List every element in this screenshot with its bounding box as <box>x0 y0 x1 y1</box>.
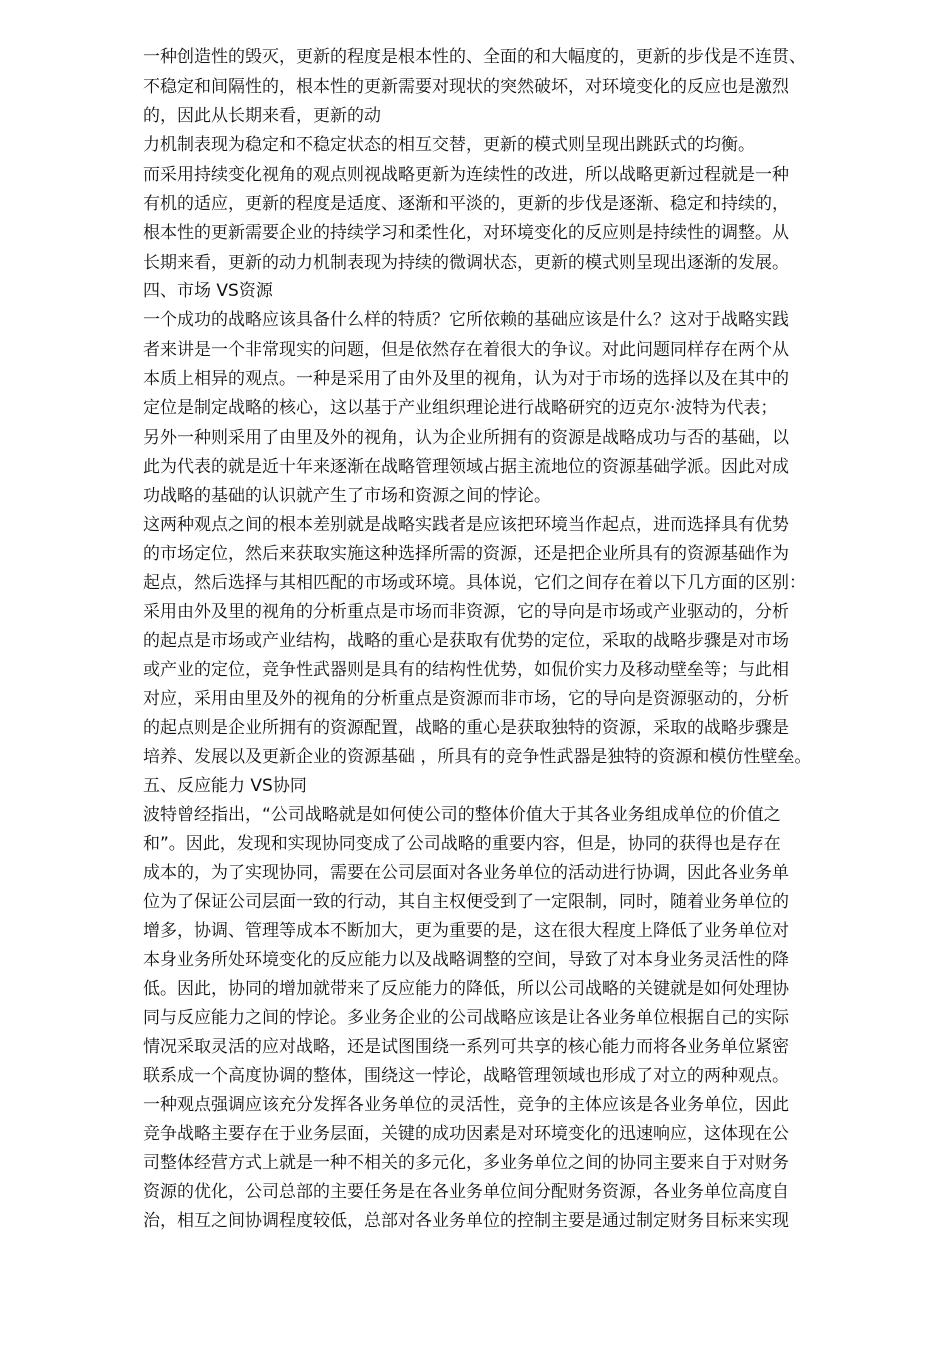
section-heading: 五、反应能力 VS协同 <box>143 776 307 796</box>
text-line: 司整体经营方式上就是一种不相关的多元化，多业务单位之间的协同主要来自于对财务 <box>143 1153 789 1173</box>
text-line: 低。因此，协同的增加就带来了反应能力的降低，所以公司战略的关键就是如何处理协 <box>143 979 789 999</box>
text-line: 或产业的定位，竞争性武器则是具有的结构性优势，如侃价实力及移动壁垒等；与此相 <box>143 660 789 680</box>
text-line: 的起点则是企业所拥有的资源配置，战略的重心是获取独特的资源，采取的战略步骤是 <box>143 718 789 738</box>
text-line: 这两种观点之间的根本差别就是战略实践者是应该把环境当作起点，进而选择具有优势 <box>143 515 789 535</box>
text-line: 采用由外及里的视角的分析重点是市场而非资源，它的导向是市场或产业驱动的，分析 <box>143 602 789 622</box>
text-line: 本质上相异的观点。一种是采用了由外及里的视角，认为对于市场的选择以及在其中的 <box>143 369 789 389</box>
text-line: 治，相互之间协调程度较低，总部对各业务单位的控制主要是通过制定财务目标来实现 <box>143 1211 789 1231</box>
text-line: 资源的优化，公司总部的主要任务是在各业务单位间分配财务资源，各业务单位高度自 <box>143 1182 789 1202</box>
text-line: 定位是制定战略的核心，这以基于产业组织理论进行战略研究的迈克尔·波特为代表； <box>143 398 778 418</box>
text-line: 波特曾经指出，“公司战略就是如何使公司的整体价值大于其各业务组成单位的价值之 <box>143 805 781 825</box>
text-line: 的市场定位，然后来获取实施这种选择所需的资源，还是把企业所具有的资源基础作为 <box>143 544 789 564</box>
text-line: 联系成一个高度协调的整体，围绕这一悖论，战略管理领域也形成了对立的两种观点。 <box>143 1066 789 1086</box>
text-line: 另外一种则采用了由里及外的视角，认为企业所拥有的资源是战略成功与否的基础，以 <box>143 428 789 448</box>
text-line: 长期来看，更新的动力机制表现为持续的微调状态，更新的模式则呈现出逐渐的发展。 <box>143 253 789 273</box>
text-line: 情况采取灵活的应对战略，还是试图围绕一系列可共享的核心能力而将各业务单位紧密 <box>143 1037 789 1057</box>
section-heading: 四、市场 VS资源 <box>143 281 273 301</box>
text-line: 起点，然后选择与其相匹配的市场或环境。具体说，它们之间存在着以下几方面的区别： <box>143 573 806 593</box>
text-line: 成本的，为了实现协同，需要在公司层面对各业务单位的活动进行协调，因此各业务单 <box>143 863 789 883</box>
text-line: 和”。因此，发现和实现协同变成了公司战略的重要内容，但是，协同的获得也是存在 <box>143 834 781 854</box>
text-line: 力机制表现为稳定和不稳定状态的相互交替，更新的模式则呈现出跳跃式的均衡。 <box>143 135 755 155</box>
text-line: 此为代表的就是近十年来逐渐在战略管理领域占据主流地位的资源基础学派。因此对成 <box>143 457 789 477</box>
text-line: 一个成功的战略应该具备什么样的特质？它所依赖的基础应该是什么？这对于战略实践 <box>143 310 789 330</box>
text-line: 竞争战略主要存在于业务层面，关键的成功因素是对环境变化的迅速响应，这体现在公 <box>143 1124 789 1144</box>
text-line: 一种创造性的毁灭，更新的程度是根本性的、全面的和大幅度的，更新的步伐是不连贯、 <box>143 47 806 67</box>
text-line: 位为了保证公司层面一致的行动，其自主权便受到了一定限制，同时，随着业务单位的 <box>143 892 789 912</box>
text-line: 同与反应能力之间的悖论。多业务企业的公司战略应该是让各业务单位根据自己的实际 <box>143 1008 789 1028</box>
text-line: 本身业务所处环境变化的反应能力以及战略调整的空间，导致了对本身业务灵活性的降 <box>143 950 789 970</box>
text-line: 的起点是市场或产业结构，战略的重心是获取有优势的定位，采取的战略步骤是对市场 <box>143 631 789 651</box>
text-line: 一种观点强调应该充分发挥各业务单位的灵活性，竞争的主体应该是各业务单位，因此 <box>143 1095 789 1115</box>
text-line: 的，因此从长期来看，更新的动 <box>143 106 381 126</box>
text-line: 根本性的更新需要企业的持续学习和柔性化，对环境变化的反应则是持续性的调整。从 <box>143 223 789 243</box>
text-line: 增多，协调、管理等成本不断加大，更为重要的是，这在很大程度上降低了业务单位对 <box>143 921 789 941</box>
text-line: 有机的适应，更新的程度是适度、逐渐和平淡的，更新的步伐是逐渐、稳定和持续的， <box>143 194 789 214</box>
text-line: 功战略的基础的认识就产生了市场和资源之间的悖论。 <box>143 486 551 506</box>
text-line: 对应，采用由里及外的视角的分析重点是资源而非市场，它的导向是资源驱动的，分析 <box>143 689 789 709</box>
text-line: 不稳定和间隔性的，根本性的更新需要对现状的突然破坏，对环境变化的反应也是激烈 <box>143 77 789 97</box>
text-line: 而采用持续变化视角的观点则视战略更新为连续性的改进，所以战略更新过程就是一种 <box>143 165 789 185</box>
text-line: 培养、发展以及更新企业的资源基础 ，所具有的竞争性武器是独特的资源和模仿性壁垒。 <box>143 747 812 767</box>
text-line: 者来讲是一个非常现实的问题，但是依然存在着很大的争议。对此问题同样存在两个从 <box>143 340 789 360</box>
